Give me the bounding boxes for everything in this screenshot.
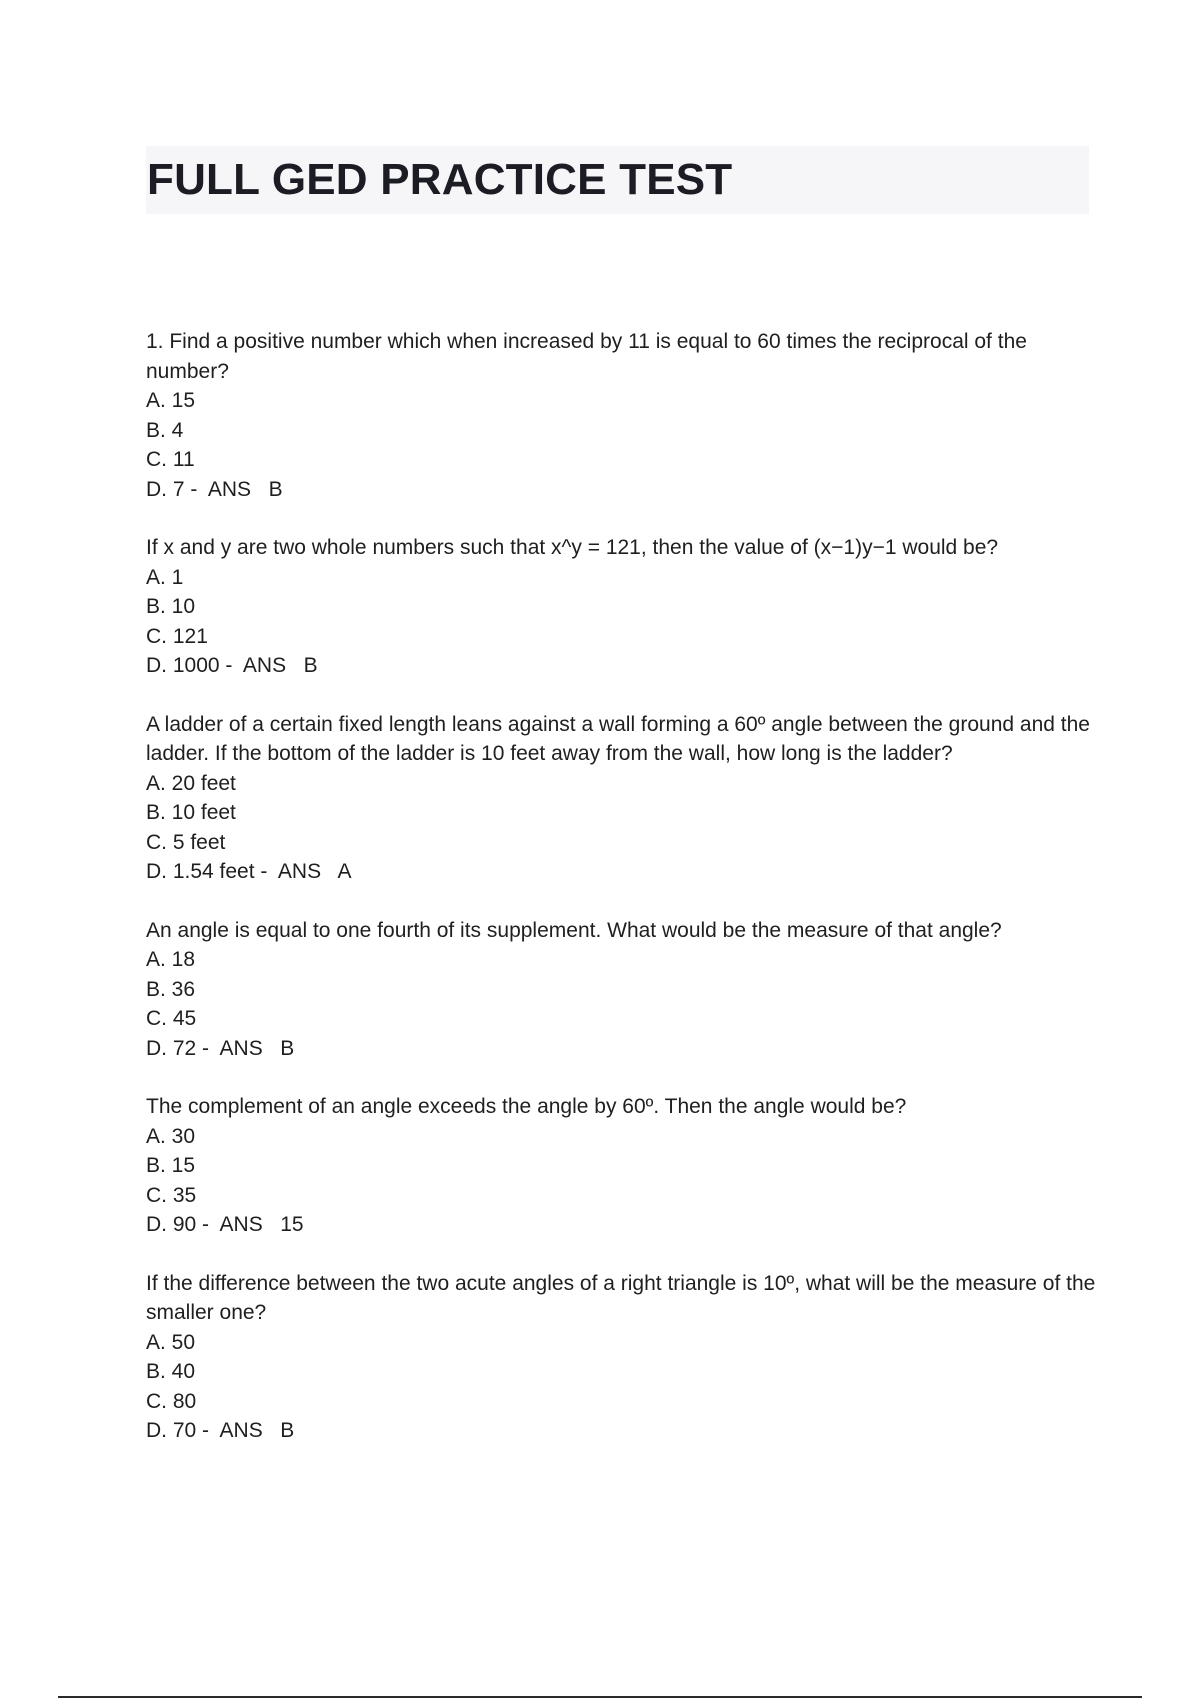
question-6 [146,1269,1096,1446]
option-a: A. 18 [146,948,196,971]
answer-label: ANS [219,1213,263,1236]
answer-options [146,1328,1096,1446]
footer-divider [58,1696,1142,1698]
question-text: 1. Find a positive number which when increased by 11 is equal to 60 times the reciprocal of the number? [146,330,1027,383]
option-d-with-answer: D. 72 - ANS B [146,1036,295,1060]
option-d-with-answer: D. 7 - ANS B [146,477,283,501]
option-d: D. 90 [146,1213,197,1236]
option-d-with-answer: D. 70 - ANS B [146,1419,295,1442]
answer-label: ANS [242,654,287,677]
question-text: A ladder of a certain fixed length leans against a wall forming a 60º angle between the ground and the ladder. If the bottom of the ladder is 10 feet away from the wall, how long is the ladder? [146,712,1090,765]
option-b: B. 10 feet [146,801,236,824]
question-4 [146,916,1096,1064]
option-b: B. 4 [146,418,184,442]
answer-options [146,1122,1096,1240]
option-a: A. 30 [146,1124,196,1148]
question-list [146,327,1096,1475]
option-d-with-answer: D. 1000 - ANS B [146,654,318,677]
answer-label: ANS [207,477,252,501]
answer-value: B [303,654,318,677]
option-b: B. 40 [146,1360,196,1383]
option-a: A. 1 [146,565,184,589]
option-c: C. 121 [146,624,208,648]
option-c: C. 45 [146,1007,197,1030]
answer-options [146,945,1096,1063]
question-2 [146,533,1096,681]
title-bar [146,146,1089,214]
option-d: D. 70 [146,1419,197,1442]
option-b: B. 10 [146,595,196,618]
option-a: A. 20 feet [146,771,236,795]
option-b: B. 15 [146,1154,196,1177]
answer-value: B [280,1036,295,1060]
option-d: D. 7 [146,477,185,501]
question-text: An angle is equal to one fourth of its supplement. What would be the measure of that angle? [146,918,1002,942]
option-d-with-answer: D. 90 - ANS 15 [146,1213,304,1236]
option-c: C. 5 feet [146,830,226,854]
question-5 [146,1092,1096,1240]
answer-options [146,769,1096,887]
answer-label: ANS [219,1036,263,1060]
answer-value: B [280,1419,295,1442]
question-1 [146,327,1096,504]
document-title: FULL GED PRACTICE TEST [147,155,733,204]
answer-value: B [268,477,283,501]
option-a: A. 15 [146,389,196,412]
answer-options [146,386,1096,504]
option-d-with-answer: D. 1.54 feet - ANS A [146,860,352,883]
question-text: The complement of an angle exceeds the angle by 60º. Then the angle would be? [146,1095,907,1118]
option-d: D. 1000 [146,654,220,677]
question-text: If the difference between the two acute angles of a right triangle is 10º, what will be the measure of the smaller one? [146,1271,1096,1324]
option-a: A. 50 [146,1330,196,1354]
answer-label: ANS [277,860,322,883]
answer-options [146,563,1096,681]
option-d: D. 72 [146,1036,197,1060]
option-b: B. 36 [146,977,196,1001]
answer-value: A [337,860,352,883]
answer-label: ANS [219,1419,263,1442]
question-3 [146,710,1096,887]
option-c: C. 11 [146,448,195,471]
question-text: If x and y are two whole numbers such that x^y = 121, then the value of (x−1)y−1 would be? [146,536,999,559]
option-c: C. 35 [146,1183,197,1207]
answer-value: 15 [280,1213,304,1236]
option-d: D. 1.54 feet [146,860,255,883]
option-c: C. 80 [146,1389,197,1413]
